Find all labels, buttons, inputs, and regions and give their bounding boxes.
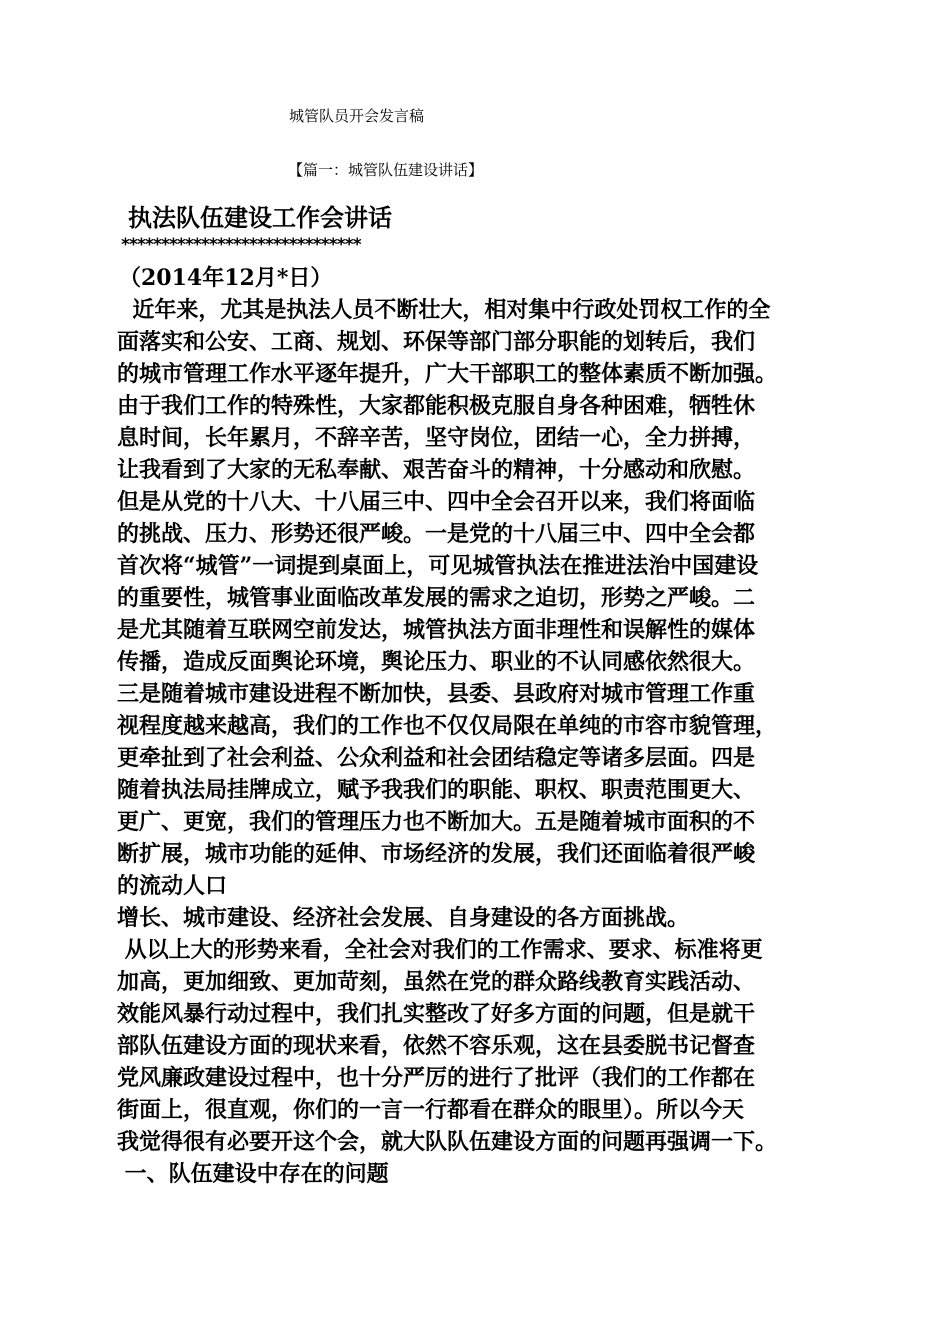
body-line: 一、队伍建设中存在的问题 [117, 1161, 389, 1187]
body-line: 街面上，很直观，你们的一言一行都看在群众的眼里）。所以今天 [117, 1097, 745, 1123]
body-line: 传播，造成反面舆论环境，舆论压力、职业的不认同感依然很大。 [117, 649, 756, 675]
body-line: 随着执法局挂牌成立，赋予我我们的职能、职权、职责范围更大、 [117, 777, 756, 803]
body-line: 增长、城市建设、经济社会发展、自身建设的各方面挑战。 [117, 905, 690, 931]
speech-body [117, 294, 829, 1190]
body-line: 息时间，长年累月，不辞辛苦，坚守岗位，团结一心，全力拼搏， [117, 425, 756, 451]
document-title: 城管队员开会发言稿 [289, 107, 425, 125]
body-line: 的流动人口 [117, 873, 228, 899]
body-line: 更牵扯到了社会利益、公众利益和社会团结稳定等诸多层面。四是 [117, 745, 756, 771]
body-line: 首次将“城管”一词提到桌面上，可见城管执法在推进法治中国建设 [117, 553, 759, 579]
body-line: 近年来，尤其是执法人员不断壮大，相对集中行政处罚权工作的全 [117, 297, 771, 323]
body-line: 的重要性，城管事业面临改革发展的需求之迫切，形势之严峻。二 [117, 585, 756, 611]
body-line: 断扩展，城市功能的延伸、市场经济的发展，我们还面临着很严峻 [117, 841, 756, 867]
body-line: 是尤其随着互联网空前发达，城管执法方面非理性和误解性的媒体 [117, 617, 756, 643]
date-line: （2014年12月*日） [119, 265, 333, 291]
body-line: 部队伍建设方面的现状来看，依然不容乐观，这在县委脱书记督查 [117, 1033, 756, 1059]
body-line: 从以上大的形势来看，全社会对我们的工作需求、要求、标准将更 [117, 937, 763, 963]
body-line: 让我看到了大家的无私奉献、艰苦奋斗的精神，十分感动和欣慰。 [117, 457, 756, 483]
body-line: 的挑战、压力、形势还很严峻。一是党的十八届三中、四中全会都 [117, 521, 756, 547]
asterisk-separator: ****************************** [121, 235, 361, 255]
body-line: 效能风暴行动过程中，我们扎实整改了好多方面的问题，但是就干 [117, 1001, 756, 1027]
section-label: 【篇一：城管队伍建设讲话】 [288, 161, 484, 179]
body-line: 面落实和公安、工商、规划、环保等部门部分职能的划转后，我们 [117, 329, 756, 355]
body-line: 的城市管理工作水平逐年提升，广大干部职工的整体素质不断加强。 [117, 361, 778, 387]
body-line: 更广、更宽，我们的管理压力也不断加大。五是随着城市面积的不 [117, 809, 756, 835]
body-line: 由于我们工作的特殊性，大家都能积极克服自身各种困难，牺牲休 [117, 393, 756, 419]
speech-title: 执法队伍建设工作会讲话 [128, 203, 392, 232]
body-line: 视程度越来越高，我们的工作也不仅仅局限在单纯的市容市貌管理， [117, 713, 778, 739]
body-line: 加高，更加细致、更加苛刻，虽然在党的群众路线教育实践活动、 [117, 969, 756, 995]
body-line: 但是从党的十八大、十八届三中、四中全会召开以来，我们将面临 [117, 489, 756, 515]
body-line: 三是随着城市建设进程不断加快，县委、县政府对城市管理工作重 [117, 681, 756, 707]
body-line: 党风廉政建设过程中，也十分严厉的进行了批评（我们的工作都在 [117, 1065, 756, 1091]
body-line: 我觉得很有必要开这个会，就大队队伍建设方面的问题再强调一下。 [117, 1129, 778, 1155]
